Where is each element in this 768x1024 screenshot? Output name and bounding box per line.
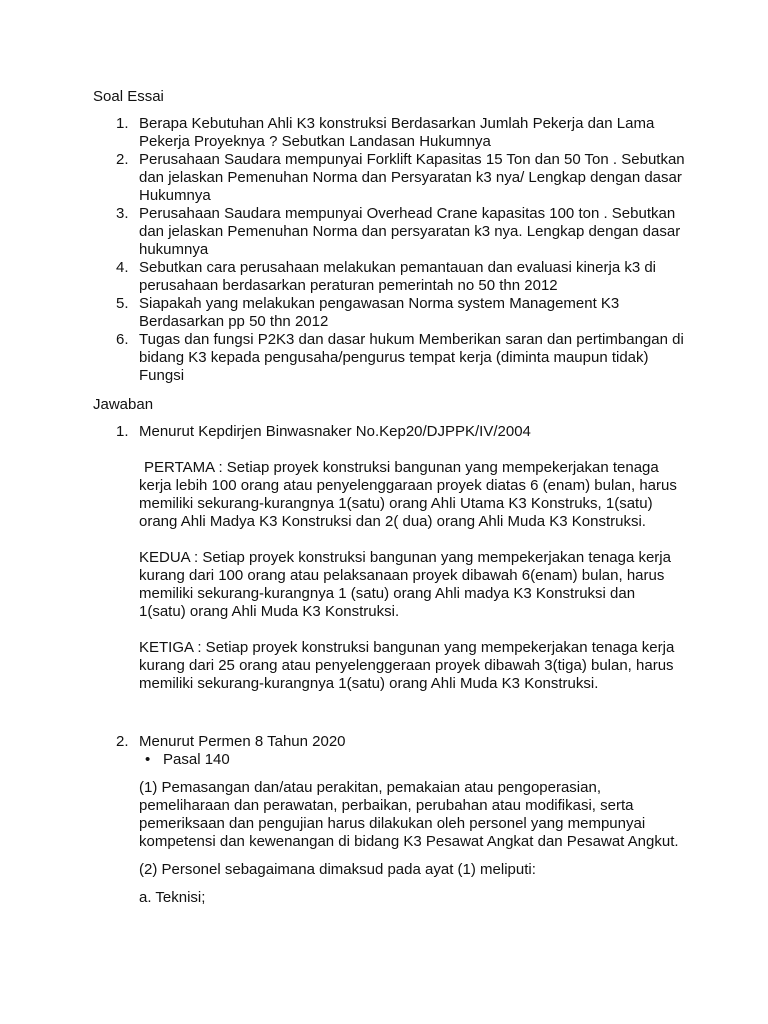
ayat-2-paragraph: (2) Personel sebagaimana dimaksud pada ayat (1) meliputi:	[139, 861, 536, 878]
answer-1-kedua-paragraph: KEDUA : Setiap proyek konstruksi bangunan yang mempekerjakan tenaga kerja kurang dari 100 orang atau pelaksanaan proyek dibawah 6(enam) bulan, harus memiliki sekurang-kurangnya 1 (satu) orang Ahli madya K3 Konstruksi dan 1(satu) orang Ahli Muda K3 Konstruksi.	[139, 549, 671, 620]
question-item	[93, 115, 693, 151]
bullet-dot-icon: •	[145, 751, 151, 768]
ayat-1-paragraph: (1) Pemasangan dan/atau perakitan, pemakaian atau pengoperasian, pemeliharaan dan perawatan, perbaikan, perubahan atau modifikasi, serta pemeriksaan dan pengujian harus dilakukan oleh personel yang mempunyai kompetensi dan kewenangan di bidang K3 Pesawat Angkat dan Pesawat Angkut.	[139, 779, 679, 850]
answer-1-pertama-paragraph: PERTAMA : Setiap proyek konstruksi bangunan yang mempekerjakan tenaga kerja lebih 100 orang atau penyelenggaraan proyek diatas 6 (enam) bulan, harus memiliki sekurang-kurangnya 1(satu) orang Ahli Utama K3 Konstruks, 1(satu) orang Ahli Madya K3 Konstruksi dan 2( dua) orang Ahli Muda K3 Konstruksi.	[139, 459, 677, 530]
question-item	[93, 259, 693, 295]
answer-1-ketiga-paragraph: KETIGA : Setiap proyek konstruksi bangunan yang mempekerjakan tenaga kerja kurang dari 25 orang atau penyelenggeraan proyek dibawah 3(tiga) bulan, harus memiliki sekurang-kurangnya 1(satu) orang Ahli Muda K3 Konstruksi.	[139, 639, 675, 692]
question-number: 3.	[116, 205, 129, 222]
question-text: Sebutkan cara perusahaan melakukan pemantauan dan evaluasi kinerja k3 di perusahaan berdasarkan peraturan pemerintah no 50 thn 2012	[139, 259, 657, 294]
question-text: Perusahaan Saudara mempunyai Overhead Crane kapasitas 100 ton . Sebutkan dan jelaskan Pemenuhan Norma dan persyaratan k3 nya. Lengkap dengan dasar hukumnya	[139, 205, 681, 258]
question-text: Siapakah yang melakukan pengawasan Norma system Management K3 Berdasarkan pp 50 thn 2012	[139, 295, 620, 330]
pasal-bullet-item	[93, 751, 693, 769]
question-number: 6.	[116, 331, 129, 348]
question-item	[93, 151, 693, 205]
answer-1-heading	[93, 423, 693, 441]
answer-1-title: Menurut Kepdirjen Binwasnaker No.Kep20/DJPPK/IV/2004	[139, 423, 531, 440]
answer-2-section	[93, 733, 693, 917]
question-item	[93, 205, 693, 259]
answer-2-heading	[93, 733, 693, 751]
question-number: 4.	[116, 259, 129, 276]
ayat-2-item-a: a. Teknisi;	[139, 889, 206, 906]
question-text: Perusahaan Saudara mempunyai Forklift Kapasitas 15 Ton dan 50 Ton . Sebutkan dan jelaskan Pemenuhan Norma dan Persyaratan k3 nya/ Lengkap dengan dasar Hukumnya	[139, 151, 685, 204]
question-number: 1.	[116, 115, 129, 132]
question-text: Tugas dan fungsi P2K3 dan dasar hukum Memberikan saran dan pertimbangan di bidang K3 kepada pengusaha/pengurus tempat kerja (diminta maupun tidak) Fungsi	[139, 331, 684, 384]
question-text: Berapa Kebutuhan Ahli K3 konstruksi Berdasarkan Jumlah Pekerja dan Lama Pekerja Proyeknya ? Sebutkan Landasan Hukumnya	[139, 115, 655, 150]
question-number: 5.	[116, 295, 129, 312]
question-item	[93, 295, 693, 331]
answer-2-title: Menurut Permen 8 Tahun 2020	[139, 733, 346, 750]
answer-1-section	[93, 423, 693, 693]
answer-number: 2.	[116, 733, 129, 750]
question-item	[93, 331, 693, 385]
pasal-label: Pasal 140	[163, 751, 230, 768]
question-list	[93, 115, 693, 385]
soal-essai-heading: Soal Essai	[93, 88, 164, 105]
answer-number: 1.	[116, 423, 129, 440]
jawaban-heading: Jawaban	[93, 396, 154, 413]
question-number: 2.	[116, 151, 129, 168]
